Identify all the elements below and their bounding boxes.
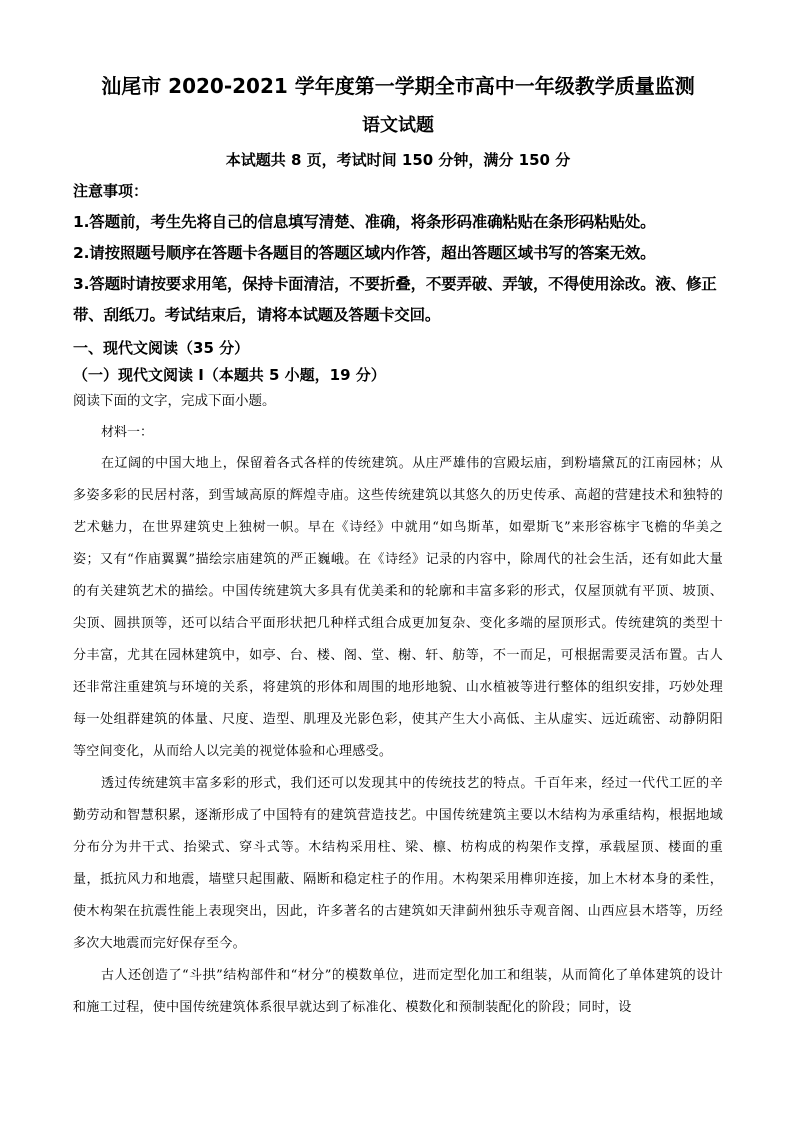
exam-subject: 语文试题	[362, 115, 434, 136]
notice-heading: 注意事项：	[73, 182, 149, 200]
notice-item-1: 1.答题前，考生先将自己的信息填写清楚、准确，将条形码准确粘贴在条形码粘贴处。	[73, 213, 656, 231]
reading-instruction: 阅读下面的文字，完成下面小题。	[73, 393, 276, 409]
notice-item-3: 3.答题时请按要求用笔，保持卡面清洁，不要折叠，不要弄破、弄皱，不得使用涂改。液、修正带、刮纸刀。考试结束后，请将本试题及答题卡交回。	[73, 275, 717, 324]
material-label: 材料一：	[101, 425, 154, 440]
notice-item-2: 2.请按照题号顺序在答题卡各题目的答题区域内作答，超出答题区域书写的答案无效。	[73, 244, 656, 262]
material-paragraph-3: 古人还创造了“斗拱”结构部件和“材分”的模数单位，进而定型化加工和组装，从而简化了单体建筑的设计和施工过程，使中国传统建筑体系很早就达到了标准化、模数化和预制装配化的阶段；同时，设	[73, 968, 723, 1015]
exam-title: 汕尾市 2020-2021 学年度第一学期全市高中一年级教学质量监测	[101, 74, 695, 98]
exam-info: 本试题共 8 页，考试时间 150 分钟，满分 150 分	[225, 151, 571, 169]
material-paragraph-2: 透过传统建筑丰富多彩的形式，我们还可以发现其中的传统技艺的特点。千百年来，经过一代代工匠的辛勤劳动和智慧积累，逐渐形成了中国特有的建筑营造技艺。中国传统建筑主要以木结构为承重结构，根据地域分布分为井干式、抬梁式、穿斗式等。木结构采用柱、梁、檩、枋构成的构架作支撑，承载屋顶、楼面的重量，抵抗风力和地震，墙壁只起围蔽、隔断和稳定柱子的作用。木构架采用榫卯连接，加上木材本身的柔性，使木构架在抗震性能上表现突出，因此，许多著名的古建筑如天津蓟州独乐寺观音阁、山西应县木塔等，历经多次大地震而完好保存至今。	[73, 776, 723, 951]
subsection-heading: （一）现代文阅读 I（本题共 5 小题，19 分）	[73, 366, 386, 384]
section-heading: 一、现代文阅读（35 分）	[73, 339, 250, 357]
material-paragraph-1: 在辽阔的中国大地上，保留着各式各样的传统建筑。从庄严雄伟的宫殿坛庙，到粉墙黛瓦的江南园林；从多姿多彩的民居村落，到雪域高原的辉煌寺庙。这些传统建筑以其悠久的历史传承、高超的营建技术和独特的艺术魅力，在世界建筑史上独树一帜。早在《诗经》中就用“如鸟斯革，如翚斯飞”来形容栋宇飞檐的华美之姿；又有“作庙翼翼”描绘宗庙建筑的严正巍峨。在《诗经》记录的内容中，除周代的社会生活，还有如此大量的有关建筑艺术的描绘。中国传统建筑大多具有优美柔和的轮廓和丰富多彩的形式，仅屋顶就有平顶、坡顶、尖顶、圆拱顶等，还可以结合平面形状把几种样式组合成更加复杂、变化多端的屋顶形式。传统建筑的类型十分丰富，尤其在园林建筑中，如亭、台、楼、阁、堂、榭、轩、舫等，不一而足，可根据需要灵活布置。古人还非常注重建筑与环境的关系，将建筑的形体和周围的地形地貌、山水植被等进行整体的组织安排，巧妙处理每一处组群建筑的体量、尺度、造型、肌理及光影色彩，使其产生大小高低、主从虚实、远近疏密、动静阴阳等空间变化，从而给人以完美的视觉体验和心理感受。	[73, 456, 723, 759]
exam-page	[73, 70, 723, 1024]
